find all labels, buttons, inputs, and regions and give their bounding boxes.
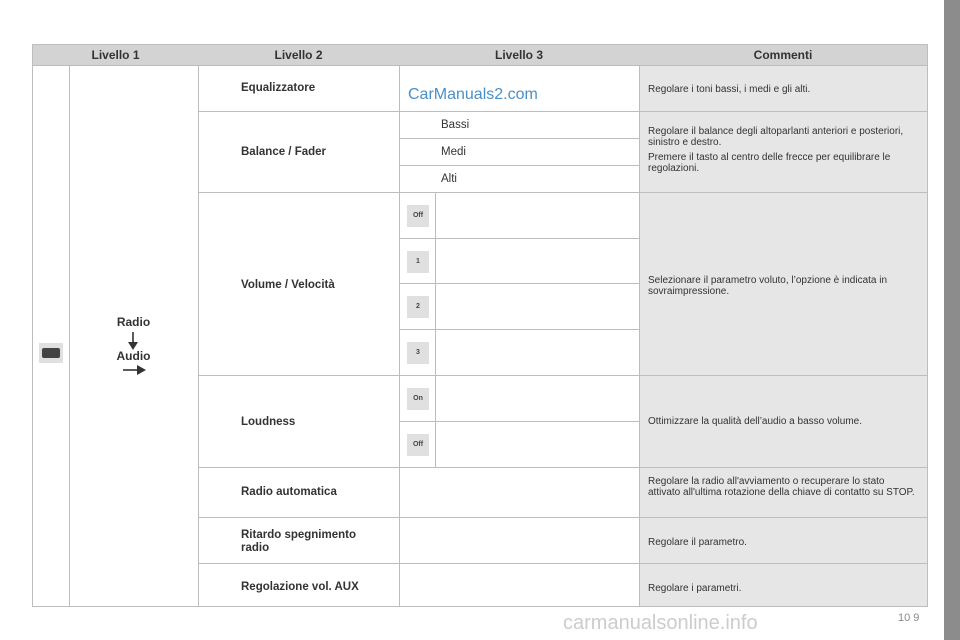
row-volume-level2 — [198, 192, 399, 375]
audio-label: Audio — [116, 349, 151, 363]
off-icon: Off — [407, 434, 429, 456]
watermark-carmanuals2: CarManuals2.com — [408, 86, 538, 103]
balance-label: Balance / Fader — [241, 146, 327, 158]
loudness-label: Loudness — [241, 416, 296, 428]
header-livello-3: Livello 3 — [399, 45, 639, 65]
level1-icon-cell — [33, 65, 69, 606]
row-aux-volume-level3 — [399, 563, 639, 606]
volume-blank-cell — [435, 238, 639, 283]
row-loudness-comment — [639, 375, 927, 467]
row-auto-radio-level2 — [198, 467, 399, 517]
level1-label-cell — [69, 65, 198, 606]
header-livello-1: Livello 1 — [33, 45, 198, 65]
volume-label: Volume / Velocità — [241, 279, 335, 291]
volume-comment: Selezionare il parametro voluto, l’opzione è indicata in sovraimpressione. — [648, 275, 888, 297]
loudness-icon-cell — [399, 421, 435, 467]
equalizer-comment: Regolare i toni bassi, i medi e gli alti. — [648, 84, 811, 95]
page-edge-tab — [944, 0, 960, 640]
balance-option-alti: Alti — [441, 173, 457, 185]
settings-table — [32, 44, 928, 607]
equalizer-label: Equalizzatore — [241, 82, 316, 94]
page-number: 10 9 — [898, 612, 920, 624]
row-aux-volume-level2 — [198, 563, 399, 606]
aux-volume-comment: Regolare i parametri. — [648, 583, 742, 594]
radio-label: Radio — [116, 315, 151, 329]
balance-comment-1: Regolare il balance degli altoparlanti anteriori e posteriori, sinistro e destro. — [648, 126, 904, 148]
arrow-right-icon — [122, 363, 148, 377]
balance-option-row — [399, 138, 639, 165]
watermark-carmanualsonline: carmanualsonline.info — [563, 612, 758, 634]
balance-option-row — [399, 165, 639, 192]
volume-blank-cell — [435, 329, 639, 375]
row-aux-volume-comment — [639, 563, 927, 606]
arrow-down-icon — [125, 331, 141, 351]
volume-icon-cell — [399, 192, 435, 238]
radio-off-delay-comment: Regolare il parametro. — [648, 537, 747, 548]
header-commenti: Commenti — [639, 45, 927, 65]
row-radio-off-delay-comment — [639, 517, 927, 563]
level-2-icon: 2 — [407, 296, 429, 318]
volume-icon-cell — [399, 238, 435, 283]
auto-radio-label: Radio automatica — [241, 486, 337, 498]
balance-comment-2: Premere il tasto al centro delle frecce per equilibrare le regolazioni. — [648, 152, 891, 174]
media-screen-icon — [39, 343, 63, 363]
row-volume-comment — [639, 192, 927, 375]
balance-option-row — [399, 111, 639, 138]
loudness-icon-cell — [399, 375, 435, 421]
balance-option-bassi: Bassi — [441, 119, 470, 131]
row-equalizer-comment — [639, 65, 927, 111]
radio-off-delay-label: Ritardo spegnimento radio — [241, 529, 357, 554]
balance-comment — [648, 126, 919, 178]
row-balance-comment — [639, 111, 927, 192]
level-1-icon: 1 — [407, 251, 429, 273]
header-livello-2: Livello 2 — [198, 45, 399, 65]
row-auto-radio-level3 — [399, 467, 639, 517]
off-icon: Off — [407, 205, 429, 227]
row-balance-level2 — [198, 111, 399, 192]
loudness-comment: Ottimizzare la qualità dell’audio a basso volume. — [648, 416, 862, 427]
row-radio-off-delay-level3 — [399, 517, 639, 563]
volume-icon-cell — [399, 329, 435, 375]
loudness-blank-cell — [435, 375, 639, 421]
balance-option-medi: Medi — [441, 146, 466, 158]
row-loudness-level2 — [198, 375, 399, 467]
volume-blank-cell — [435, 283, 639, 329]
auto-radio-comment: Regolare la radio all'avviamento o recuperare lo stato attivato all'ultima rotazione della chiave di contatto su STOP. — [648, 476, 915, 498]
volume-icon-cell — [399, 283, 435, 329]
level-3-icon: 3 — [407, 342, 429, 364]
row-radio-off-delay-level2 — [198, 517, 399, 563]
row-equalizer-level2 — [198, 65, 399, 111]
row-auto-radio-comment — [639, 467, 927, 517]
on-icon: On — [407, 388, 429, 410]
volume-blank-cell — [435, 192, 639, 238]
loudness-blank-cell — [435, 421, 639, 467]
aux-volume-label: Regolazione vol. AUX — [241, 581, 359, 593]
